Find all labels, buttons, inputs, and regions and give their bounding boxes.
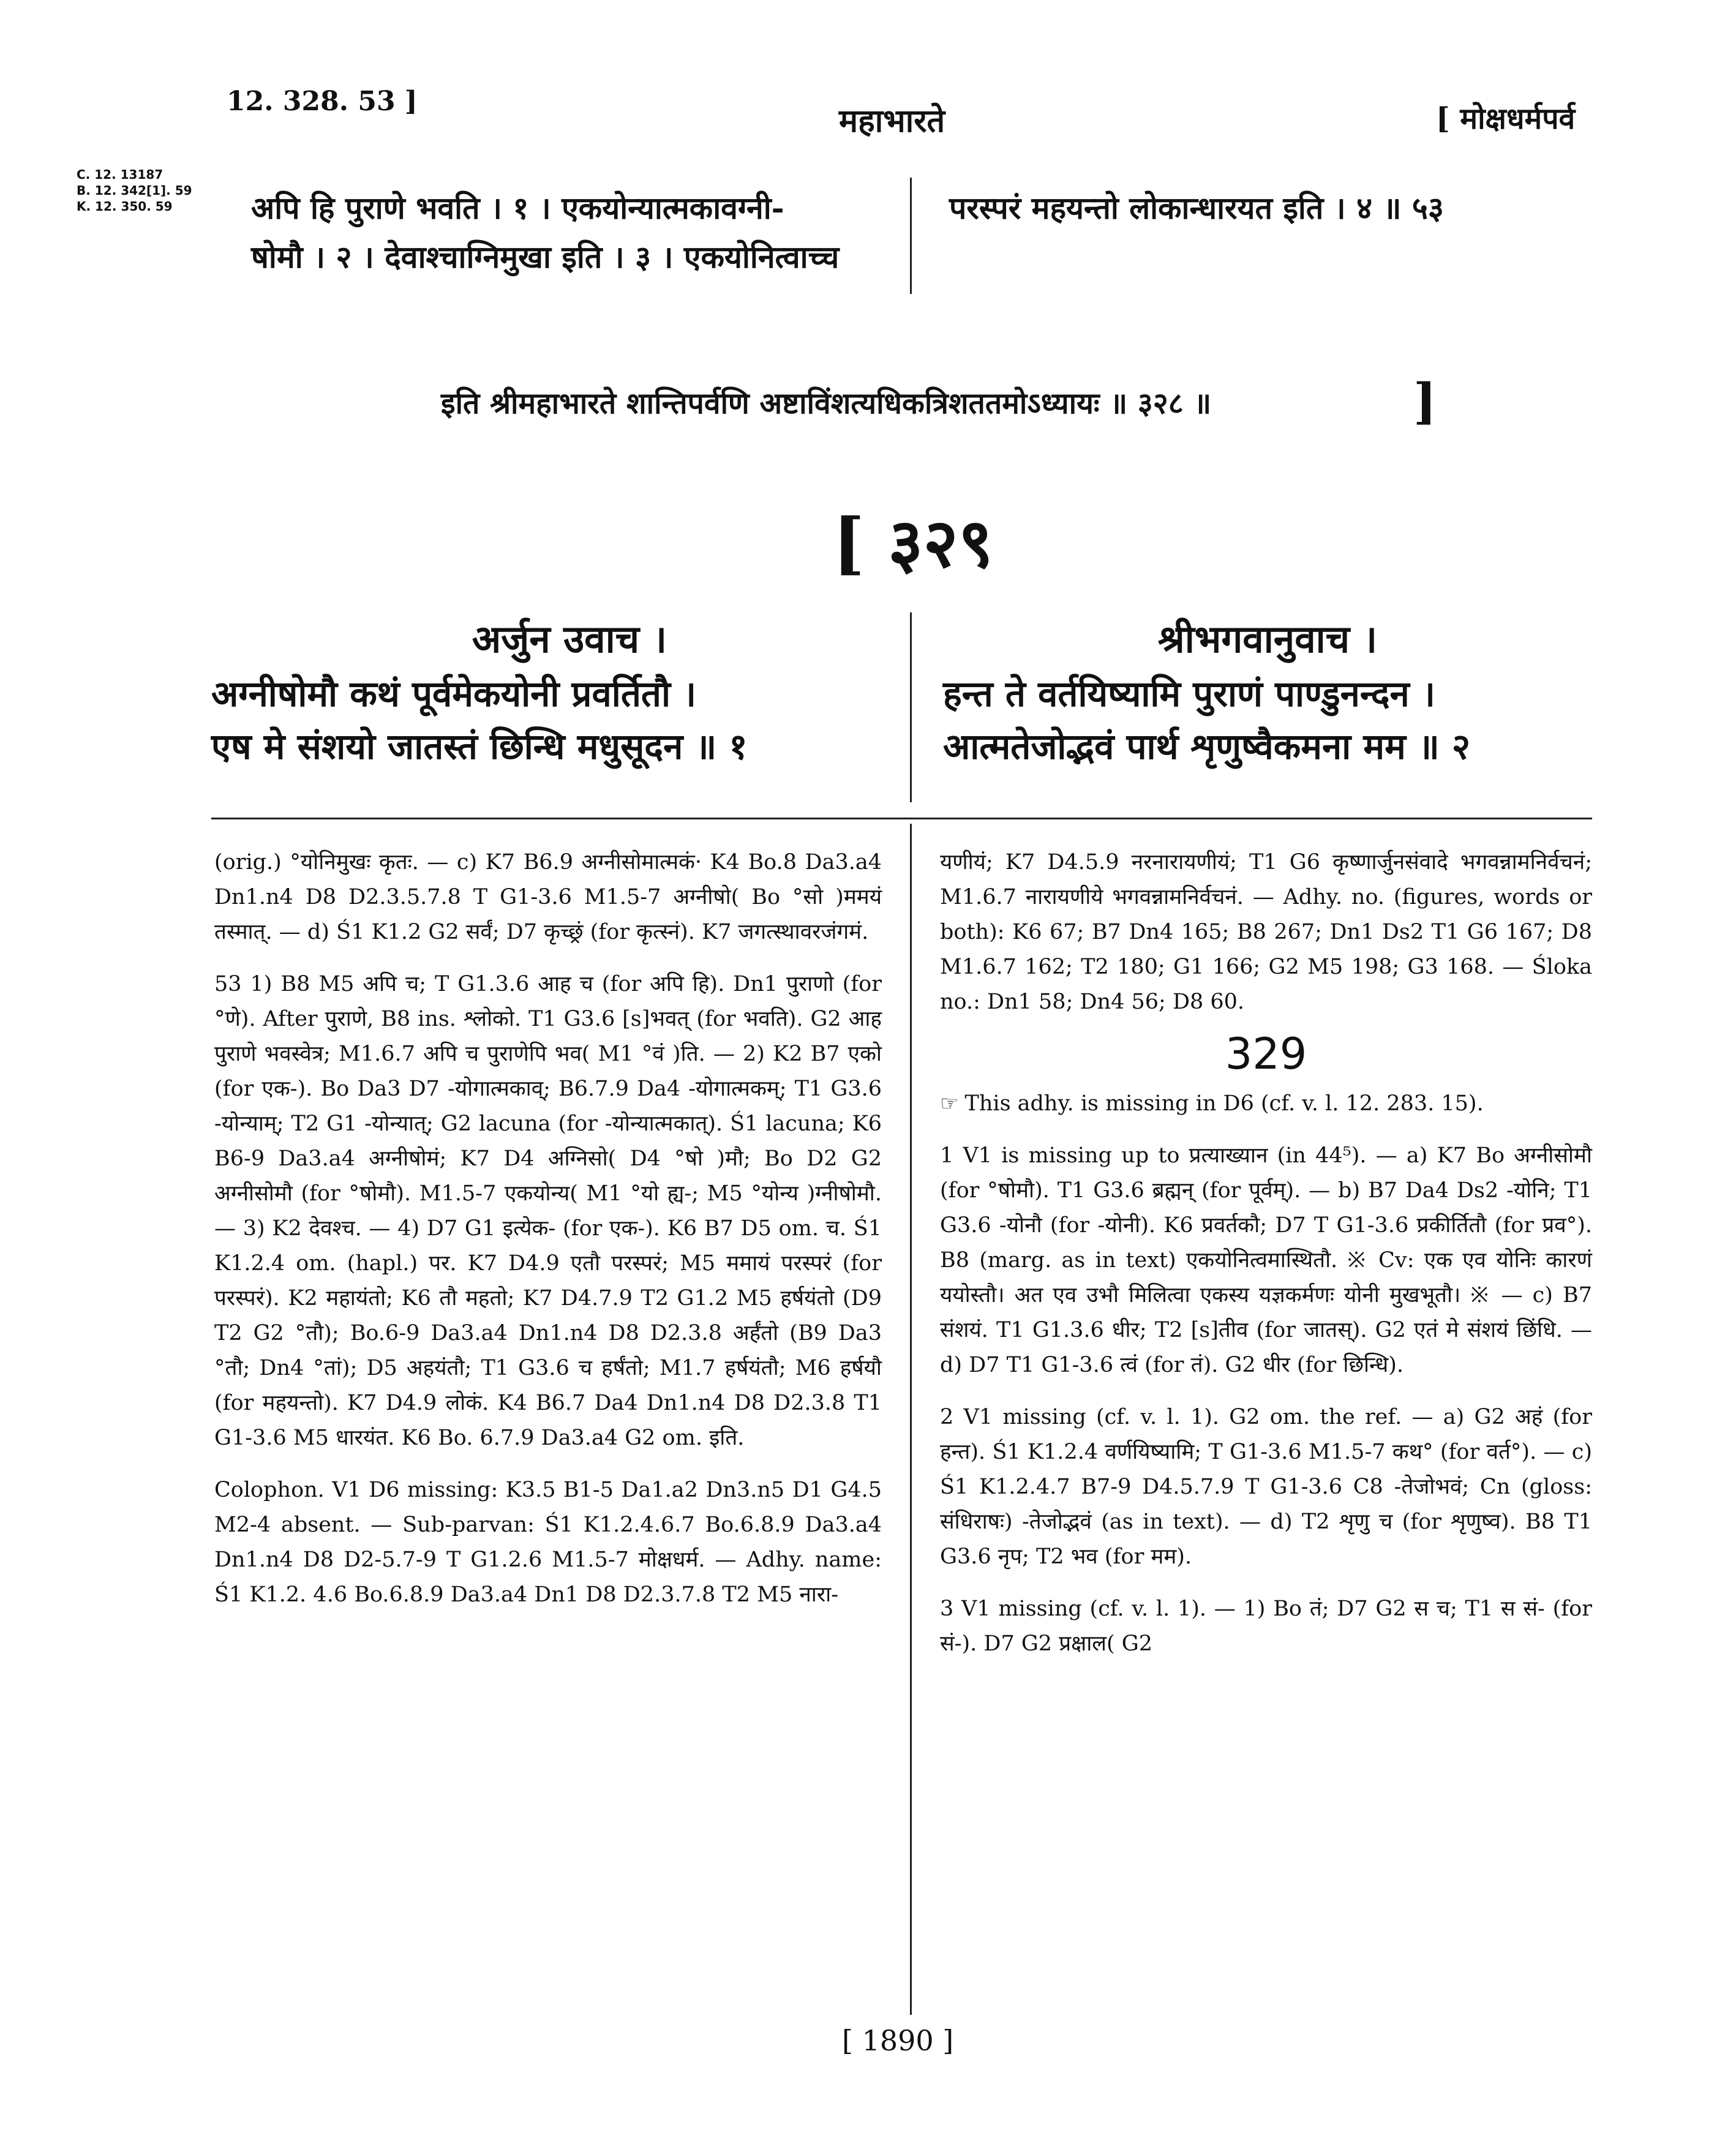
note-paragraph: यणीयं; K7 D4.5.9 नरनारायणीयं; T1 G6 कृष्णार्जुनसंवादे भगवन्नामनिर्वचनं; M1.6.7 नारायणीये भगवन्नामनिर्वचनं. — Adhy. no. (figures, words or both): K6 67; B7 Dn4 165; B8 267; Dn1 Ds2 T1 G6 167; D8 M1.6.7 162; T2 180; G1 166; G2 M5 198; G3 168. — Śloka no.: Dn1 58; Dn4 56; D8 60. <box>940 850 1592 1014</box>
concordance-b: B. 12. 342[1]. 59 <box>77 183 192 198</box>
colophon-bracket: ] <box>1413 372 1437 430</box>
apparatus-column-divider <box>910 824 912 2015</box>
pointing-hand-icon: ☞ <box>940 1091 959 1116</box>
verse-line: हन्त ते वर्तयिष्यामि पुराणं पाण्डुनन्दन । <box>943 673 1435 715</box>
apparatus-rule <box>211 818 1592 819</box>
chapter-number: 329 <box>1225 1029 1307 1079</box>
page-reference: 12. 328. 53 ] <box>227 86 418 117</box>
note-paragraph: Colophon. V1 D6 missing: K3.5 B1-5 Da1.a2 Dn3.n5 D1 G4.5 M2-4 absent. — Sub-parvan: Ś1 K1.2.4.6.7 Bo.6.8.9 Da3.a4 Dn1.n4 D8 D2-5.7-9 T G1.2.6 M1.5-7 मोक्षधर्म. — Adhy. name: Ś1 K1.2. 4.6 Bo.6.8.9 Da3.a4 Dn1 D8 D2.3.7.8 T2 M5 नारा- <box>214 1478 882 1607</box>
page-number: [ 1890 ] <box>842 2024 954 2057</box>
note-paragraph: (orig.) °योनिमुखः कृतः. — c) K7 B6.9 अग्नीसोमात्मकं· K4 Bo.8 Da3.a4 Dn1.n4 D8 D2.3.5.7.8 T G1-3.6 M1.5-7 अग्नीषो( Bo °सो )ममयं तस्मात्. — d) Ś1 K1.2 G2 सर्वं; D7 कृच्छ्रं (for कृत्स्नं). K7 जगत्स्थावरजंगमं. <box>214 850 882 944</box>
left-apparatus <box>214 845 882 1630</box>
verse-column-divider <box>910 612 912 802</box>
parvan-name: [ मोक्षधर्मपर्व <box>1436 102 1576 136</box>
top-prose-left-line: अपि हि पुराणे भवति । १ । एकयोन्यात्मकावग्नी- <box>251 190 784 226</box>
top-prose-left-line: षोमौ । २ । देवाश्चाग्निमुखा इति । ३ । एकयोनित्वाच्च <box>251 239 840 275</box>
concordance-k: K. 12. 350. 59 <box>77 199 173 214</box>
right-verse <box>943 668 1470 773</box>
note-paragraph: 53 1) B8 M5 अपि च; T G1.3.6 आह च (for अपि हि). Dn1 पुराणो (for °णे). After पुराणे, B8 ins. श्लोको. T1 G3.6 [s]भवत् (for भवति). G2 आह पुराणे भवस्वेत्र; M1.6.7 अपि च पुराणेपि भव( M1 °वं )ति. — 2) K2 B7 एको (for एक-). Bo Da3 D7 -योगात्मकाव्; B6.7.9 Da4 -योगात्मकम्; T1 G3.6 -योन्याम्; T2 G1 -योन्यात्; G2 lacuna (for -योन्यात्मकात्). Ś1 lacuna; K6 B6-9 Da3.a4 अग्नीषोमं; K7 D4 अग्निसो( D4 °षो )मौ; Bo D2 G2 अग्नीसोमौ (for °षोमौ). M1.5-7 एकयोन्य( M1 °यो ह्य-; M5 °योन्य )ग्नीषोमौ. — 3) K2 देवश्च. — 4) D7 G1 इत्येक- (for एक-). K6 B7 D5 om. च. Ś1 K1.2.4 om. (hapl.) पर. K7 D4.9 एतौ परस्परं; M5 ममायं परस्परं (for परस्परं). K2 महायंतो; K6 तौ महतो; K7 D4.7.9 T2 G1.2 M5 हर्षयंतो (D9 T2 G2 °तौ); Bo.6-9 Da3.a4 Dn1.n4 D8 D2.3.8 अर्हंतो (B9 Da3 °तौ; Dn4 °तां); D5 अहयंतौ; T1 G3.6 च हर्षंतो; M1.7 हर्षयंतौ; M6 हर्षयौ (for महयन्तो). K7 D4.9 लोकं. K4 B6.7 Da4 Dn1.n4 D8 D2.3.8 T1 G1-3.6 M5 धारयंत. K6 Bo. 6.7.9 Da3.a4 G2 om. इति. <box>214 972 882 1450</box>
page-title: महाभारते <box>839 102 945 140</box>
chapter-colophon: इति श्रीमहाभारते शान्तिपर्वणि अष्टाविंशत्यधिकत्रिशततमोऽध्यायः ॥ ३२८ ॥ <box>441 386 1212 421</box>
note-text: This adhy. is missing in D6 (cf. v. l. 12. 283. 15). <box>964 1091 1484 1116</box>
verse-line: अग्नीषोमौ कथं पूर्वमेकयोनी प्रवर्तितौ । <box>211 673 697 715</box>
right-speaker: श्रीभगवानुवाच । <box>1157 617 1378 661</box>
top-prose-left <box>251 184 839 282</box>
left-speaker: अर्जुन उवाच । <box>472 617 667 661</box>
note-paragraph: 3 V1 missing (cf. v. l. 1). — 1) Bo तं; D7 G2 स च; T1 स सं- (for सं-). D7 G2 प्रक्षाल( G2 <box>940 1597 1592 1656</box>
note-paragraph <box>940 1086 1592 1121</box>
top-prose-right <box>949 184 1444 233</box>
note-paragraph: 2 V1 missing (cf. v. l. 1). G2 om. the ref. — a) G2 अहं (for हन्त). Ś1 K1.2.4 वर्णयिष्यामि; T G1-3.6 M1.5-7 कथ° (for वर्त°). — c) Ś1 K1.2.4.7 B7-9 D4.5.7.9 T G1-3.6 C8 -तेजोभवं; Cn (gloss: संधिराषः) -तेजोद्भवं (as in text). — d) T2 शृणु च (for शृणुष्व). B8 T1 G3.6 नृप; T2 भव (for मम). <box>940 1405 1592 1569</box>
chapter-heading: [ ३२९ <box>833 503 993 582</box>
concordance-references <box>77 167 192 214</box>
top-prose-right-line: परस्परं महयन्तो लोकान्धारयत इति । ४ ॥ ५३ <box>949 190 1444 226</box>
left-verse <box>211 668 748 773</box>
verse-line: आत्मतेजोद्भवं पार्थ शृणुष्वैकमना मम ॥ २ <box>943 726 1471 767</box>
note-paragraph: 1 V1 is missing up to प्रत्याख्यान (in 44⁵). — a) K7 Bo अग्नीसोमौ (for °षोमौ). T1 G3.6 ब्रह्मन् (for पूर्वम्). — b) B7 Da4 Ds2 -योनि; T1 G3.6 -योनौ (for -योनी). K6 प्रवर्तकौ; D7 T G1-3.6 प्रकीर्तितौ (for प्रव°). B8 (marg. as in text) एकयोनित्वमास्थितौ. ※ Cv: एक एव योनिः कारणं ययोस्तौ। अत एव उभौ मिलित्वा एकस्य यज्ञकर्मणः योनी मुखभूतौ। ※ — c) B7 संशयं. T1 G1.3.6 धीर; T2 [s]तीव (for जातस्). G2 एतं मे संशयं छिंधि. — d) D7 T1 G1-3.6 त्वं (for तं). G2 धीर (for छिन्धि). <box>940 1143 1592 1377</box>
top-column-divider <box>910 178 912 294</box>
concordance-c: C. 12. 13187 <box>77 167 163 182</box>
verse-line: एष मे संशयो जातस्तं छिन्धि मधुसूदन ॥ १ <box>211 726 748 767</box>
right-apparatus <box>940 845 1592 1679</box>
